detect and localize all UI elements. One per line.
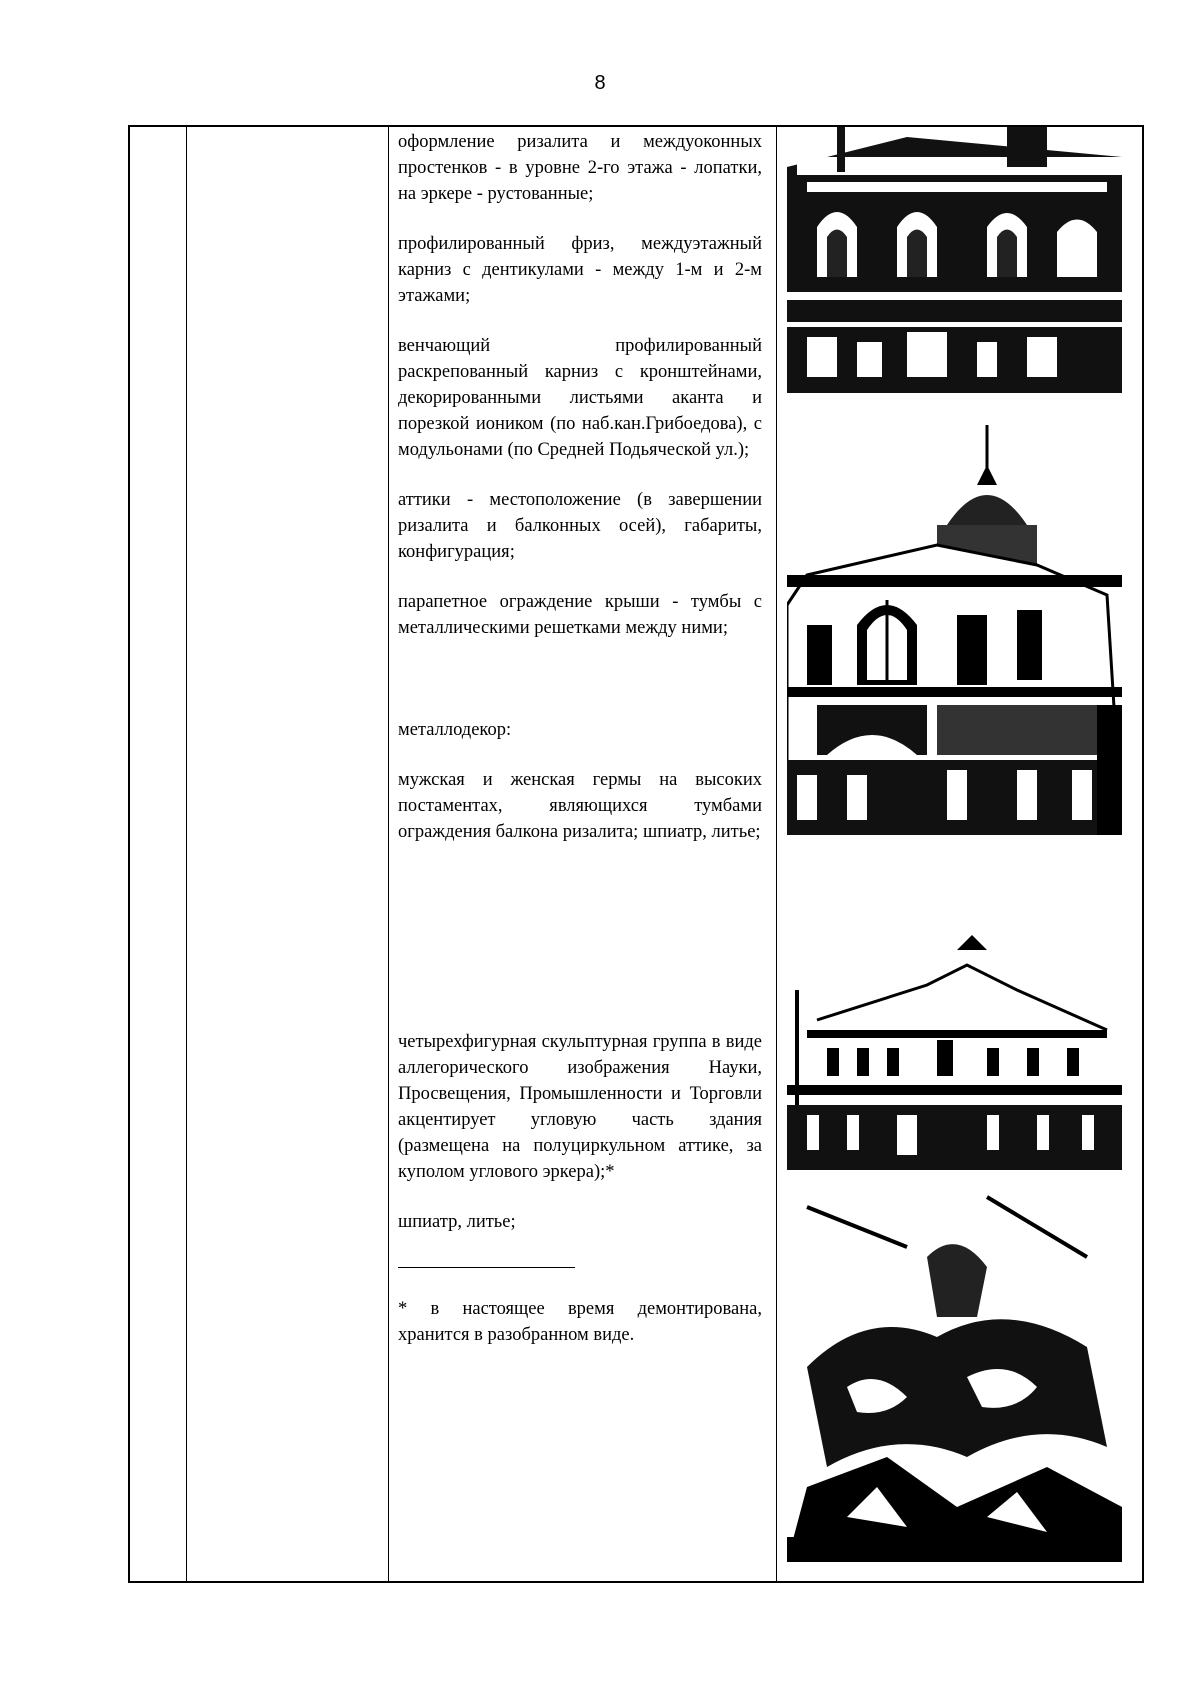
column-divider [388, 127, 389, 1581]
building-facade-photo [787, 127, 1122, 393]
page-number: 8 [594, 72, 606, 94]
column-divider [186, 127, 187, 1581]
paragraph: металлодекор: [398, 720, 512, 740]
description-column [398, 129, 762, 1348]
column-divider [776, 127, 777, 1581]
footnote-rule [398, 1267, 575, 1268]
paragraph: шпиатр, литье; [398, 1212, 516, 1232]
sculpture-group-photo [787, 1187, 1122, 1562]
paragraph: венчающий профилированный раскрепованный карниз с кронштейнами, декорированными листьями аканта и порезкой иоником (по наб.кан.Грибоедова), с модульонами (по Средней Подьяческой ул.); [398, 336, 762, 460]
paragraph: профилированный фриз, междуэтажный карниз с дентикулами - между 1-м и 2-м этажами; [398, 234, 762, 306]
paragraph: оформление ризалита и междуоконных простенков - в уровне 2-го этажа - лопатки, на эркере - рустованные; [398, 132, 762, 204]
paragraph: аттики - местоположение (в завершении ризалита и балконных осей), габариты, конфигурация; [398, 490, 762, 562]
footnote: * в настоящее время демонтирована, хранится в разобранном виде. [398, 1299, 762, 1345]
paragraph: парапетное ограждение крыши - тумбы с металлическими решетками между ними; [398, 592, 762, 638]
building-corner-photo [787, 930, 1122, 1170]
corner-tower-photo [787, 425, 1122, 835]
paragraph: четырехфигурная скульптурная группа в виде аллегорического изображения Науки, Просвещения, Промышленности и Торговли акцентирует угловую часть здания (размещена на полуциркульном аттике, за куполом углового эркера);* [398, 1032, 762, 1182]
paragraph: мужская и женская гермы на высоких постаментах, являющихся тумбами ограждения балкона ризалита; шпиатр, литье; [398, 770, 762, 842]
